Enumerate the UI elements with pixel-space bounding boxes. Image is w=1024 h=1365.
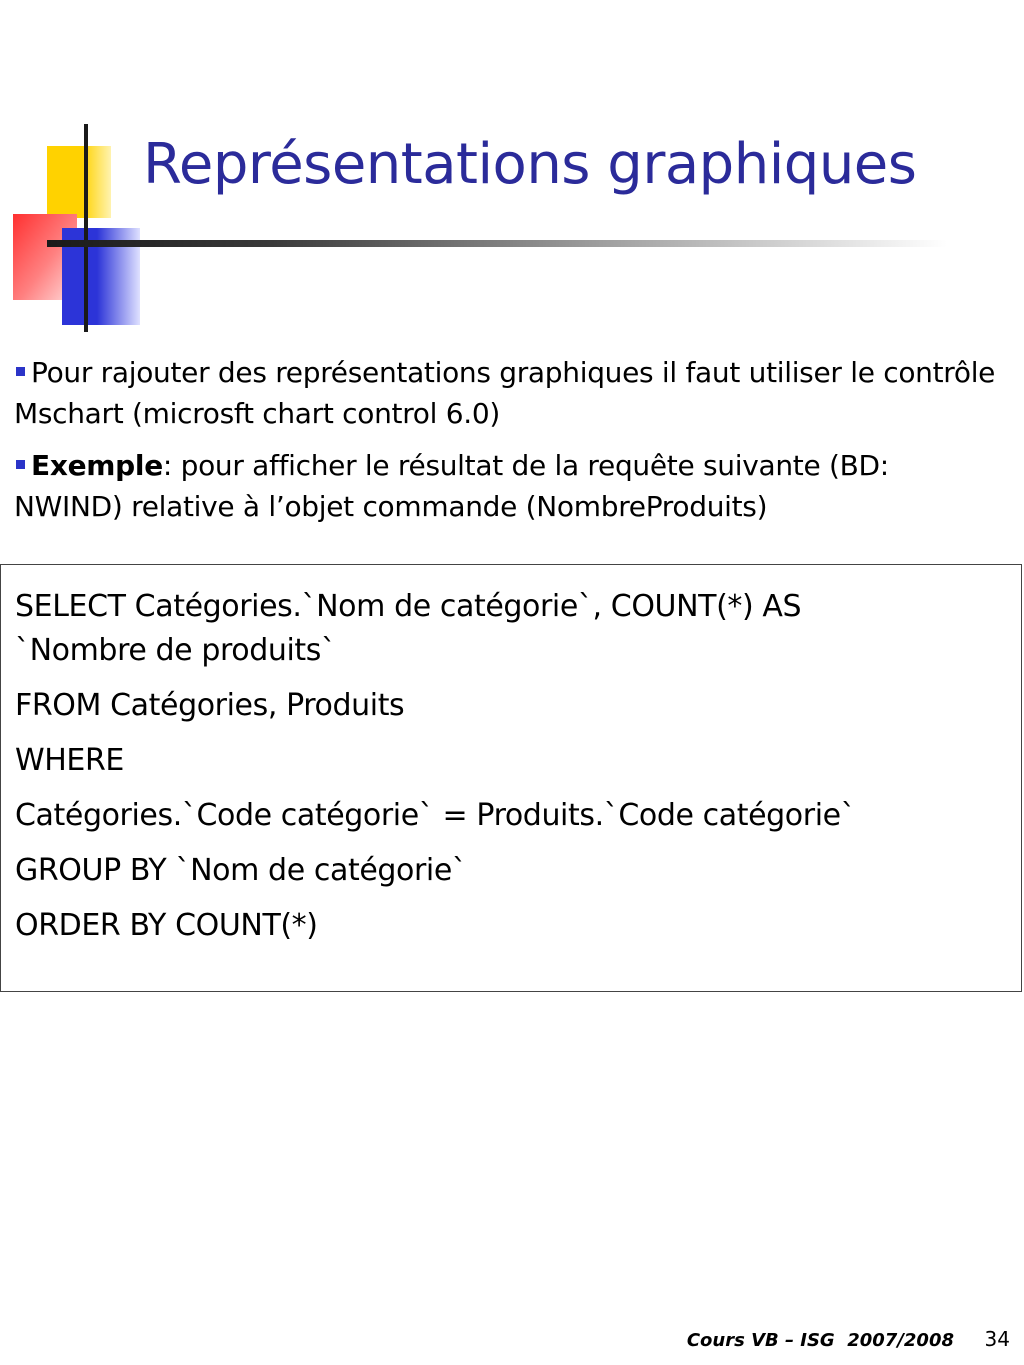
slide-footer: Cours VB – ISG 2007/2008 <box>686 1330 954 1351</box>
slide-logo <box>0 0 150 340</box>
page-number: 34 <box>984 1327 1010 1351</box>
bullet-text: Pour rajouter des représentations graphiques il faut utiliser le contrôle Mschart (microsft chart control 6.0) <box>14 356 996 430</box>
sql-line: SELECT Catégories.`Nom de catégorie`, COUNT(*) AS <box>15 589 802 624</box>
sql-line: WHERE <box>15 743 124 778</box>
sql-line: `Nombre de produits` <box>15 633 336 668</box>
sql-line: GROUP BY `Nom de catégorie` <box>15 853 467 888</box>
square-bullet-icon <box>16 367 25 376</box>
sql-line: FROM Catégories, Produits <box>15 688 405 723</box>
bullet-text: : pour afficher le résultat de la requête suivante (BD: NWIND) relative à l’objet commande (NombreProduits) <box>14 449 889 523</box>
square-bullet-icon <box>16 460 25 469</box>
sql-line: Catégories.`Code catégorie` = Produits.`Code catégorie` <box>15 798 856 833</box>
logo-yellow-square <box>47 146 111 218</box>
logo-vertical-line <box>84 124 88 332</box>
bullet-item <box>14 445 1004 527</box>
sql-line: ORDER BY COUNT(*) <box>15 908 318 943</box>
slide-title: Représentations graphiques <box>143 132 917 197</box>
bullet-item <box>14 352 1004 434</box>
title-divider <box>47 240 947 247</box>
bullet-list <box>14 352 1004 538</box>
sql-query-box <box>0 564 1022 992</box>
bullet-bold-text: Exemple <box>31 449 163 482</box>
